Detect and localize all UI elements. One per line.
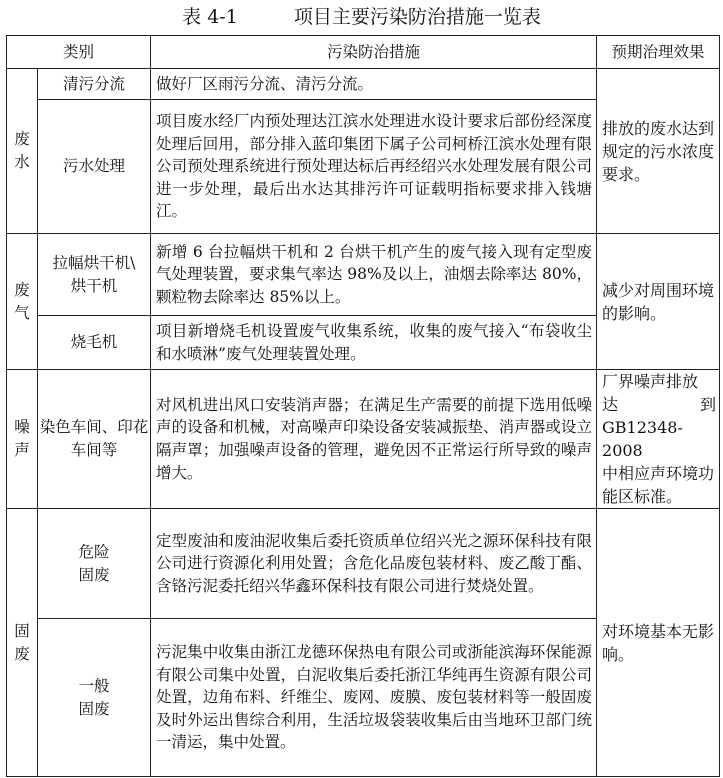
header-row [7,36,720,69]
sub-category-line: 烘干机 [70,276,118,295]
measure-cell: 做好厂区雨污分流、清污分流。 [151,69,597,100]
measure-cell: 污泥集中收集由浙江龙德环保热电有限公司或浙能滨海环保能源有限公司集中处置，白泥收集后委托浙江华纯再生资源有限公司处置，边角布料、纤维尘、废网、废膜、废包装材料等一般固废及时外运出售综合利用，生活垃圾袋装收集后由当地环卫部门统一清运，集中处置。 [151,619,597,777]
table-row [7,509,720,619]
sub-category [38,509,151,619]
sub-category [38,234,151,316]
sub-category [38,619,151,777]
category-exhaust: 废气 [7,234,38,370]
sub-category-line: 固废 [78,565,110,584]
table-row [7,370,720,509]
caption-number: 表 4-1 [182,6,238,28]
effect-line: GB12348-2008 [602,418,683,460]
header-measures: 污染防治措施 [151,36,597,69]
sub-category: 污水处理 [38,100,151,234]
category-noise: 噪声 [7,370,38,509]
header-category: 类别 [7,36,151,69]
table-row [7,69,720,100]
measure-cell: 项目新增烧毛机设置废气收集系统，收集的废气接入“布袋收尘和水喷淋”废气处理装置处理。 [151,316,597,370]
effect-wastewater: 排放的废水达到规定的污水浓度要求。 [597,69,720,234]
effect-word: 达 [602,395,619,414]
measure-cell: 对风机进出风口安装消声器；在满足生产需要的前提下选用低噪声的设备和机械，对高噪声印染设备安装减振垫、消声器或设立隔声罩；加强噪声设备的管理，避免因不正常运行所导致的噪声增大。 [151,370,597,509]
effect-line [602,393,716,416]
effect-solid-waste: 对环境基本无影响。 [597,509,720,777]
pollution-measures-table [6,35,720,777]
sub-category: 清污分流 [38,69,151,100]
caption-title: 项目主要污染防治措施一览表 [293,6,541,28]
effect-noise [597,370,720,509]
effect-exhaust: 减少对周围环境的影响。 [597,234,720,370]
header-effect: 预期治理效果 [597,36,720,69]
effect-word: 到 [700,395,717,414]
effect-line: 厂界噪声排放 [602,372,699,391]
sub-category: 染色车间、印花车间等 [38,370,151,509]
category-solid-waste: 固废 [7,509,38,777]
effect-line: 中相应声环境功能区标准。 [602,464,715,506]
measure-cell: 新增 6 台拉幅烘干机和 2 台烘干机产生的废气接入现有定型废气处理装置，要求集气率达 98%及以上，油烟去除率达 80%，颗粒物去除率达 85%以上。 [151,234,597,316]
sub-category-line: 一般 [78,676,110,695]
measure-cell: 定型废油和废油泥收集后委托资质单位绍兴光之源环保科技有限公司进行资源化利用处置；含危化品废包装材料、废乙酸丁酯、含铬污泥委托绍兴华鑫环保科技有限公司进行焚烧处置。 [151,509,597,619]
measure-cell: 项目废水经厂内预处理达江滨水处理进水设计要求后部份经深度处理后回用，部分排入蓝印集团下属子公司柯桥江滨水处理有限公司预处理系统进行预处理达标后再经绍兴水处理发展有限公司进一步处理，最后出水达其排污许可证载明指标要求排入钱塘江。 [151,100,597,234]
sub-category-line: 拉幅烘干机\ [52,253,136,272]
sub-category-line: 危险 [78,542,110,561]
sub-category-line: 固废 [78,699,110,718]
sub-category: 烧毛机 [38,316,151,370]
table-caption [0,2,723,32]
table-row [7,234,720,316]
category-wastewater: 废水 [7,69,38,234]
